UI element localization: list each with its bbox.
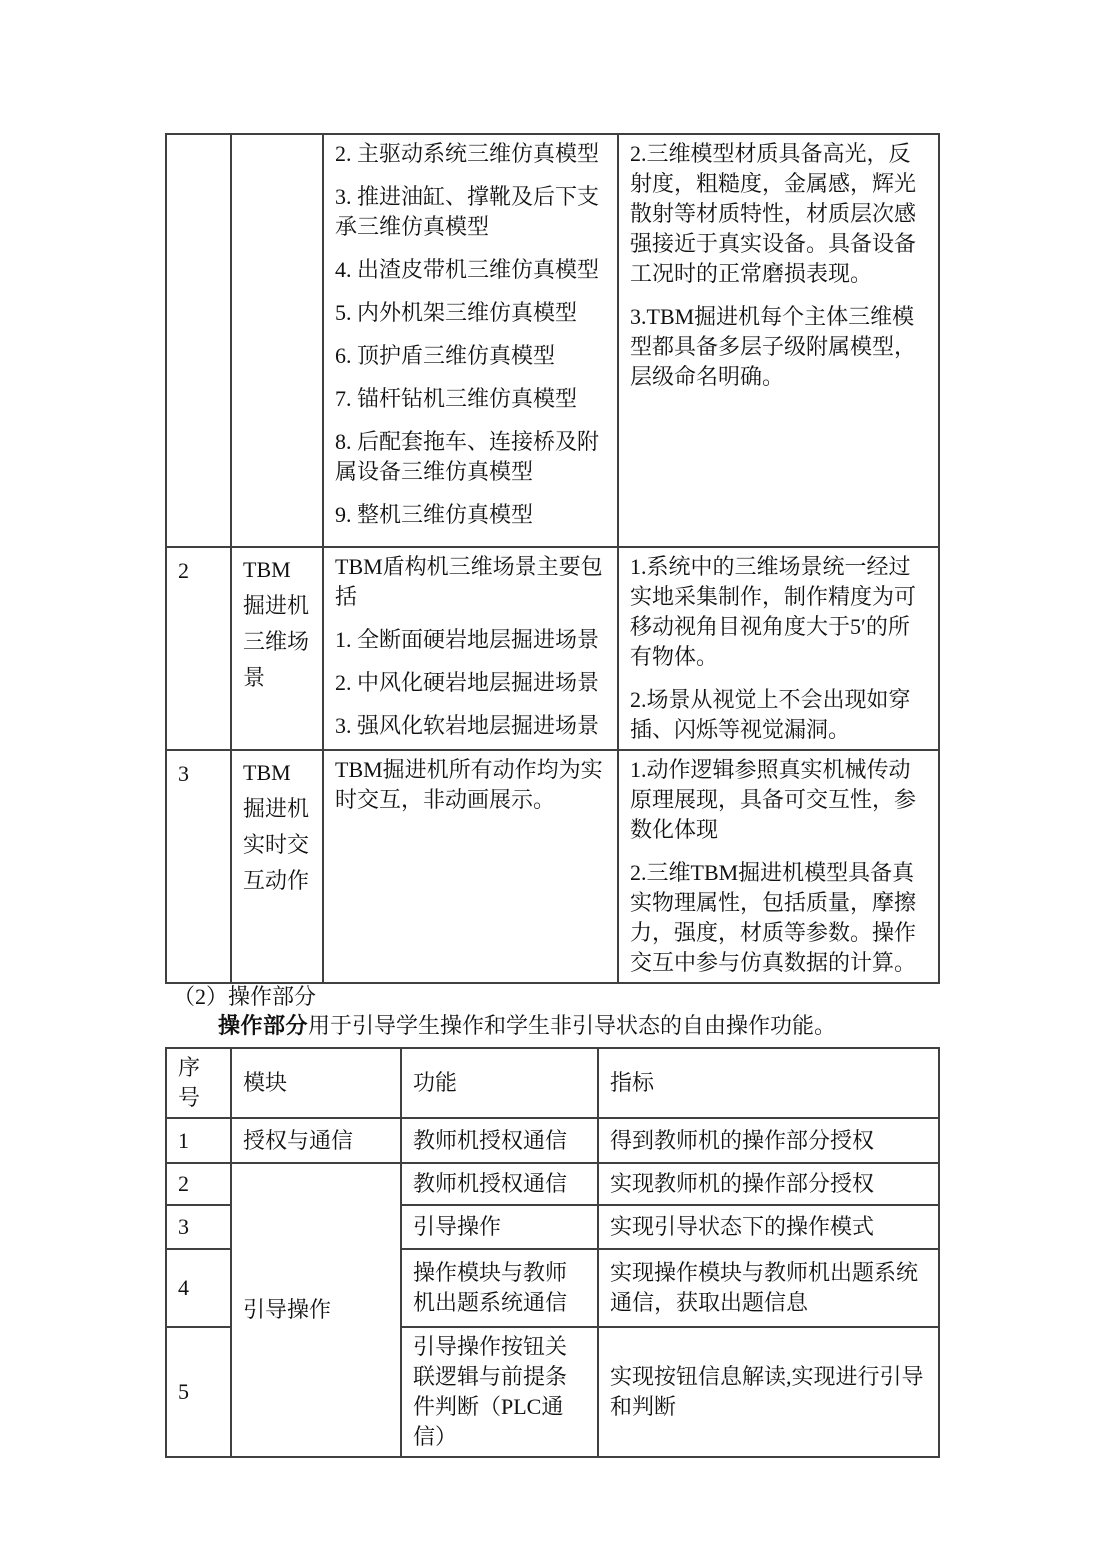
section-lead-rest: 用于引导学生操作和学生非引导状态的自由操作功能。 [308, 1013, 837, 1038]
header-function: 功能 [401, 1048, 598, 1118]
indicator-item: 2.三维模型材质具备高光，反射度，粗糙度，金属感，辉光散射等材质特性，材质层次感强接近于真实设备。具备设备工况时的正常磨损表现。 [630, 141, 917, 286]
header-indicator: 指标 [598, 1048, 939, 1118]
specs-table-operation [165, 1047, 940, 1458]
section-lead [218, 1011, 836, 1041]
header-seq: 序号 [166, 1048, 231, 1118]
cell-function: 教师机授权通信 [401, 1118, 598, 1163]
module-text: TBM掘进机三维场景 [243, 557, 310, 690]
cell-seq: 3 [166, 1205, 231, 1249]
function-item: 3. 强风化软岩地层掘进场景 [335, 713, 600, 738]
cell-seq: 2 [166, 1163, 231, 1205]
cell-seq: 1 [166, 1118, 231, 1163]
table-row [166, 750, 939, 983]
cell-function: 教师机授权通信 [401, 1163, 598, 1205]
cell-module [231, 134, 323, 547]
cell-seq: 4 [166, 1249, 231, 1327]
indicator-item: 2.三维TBM掘进机模型具备真实物理属性，包括质量，摩擦力，强度，材质等参数。操作交互中参与仿真数据的计算。 [630, 860, 917, 975]
function-item: 7. 锚杆钻机三维仿真模型 [335, 386, 578, 411]
seq-text: 3 [178, 761, 189, 786]
table-row [166, 134, 939, 547]
function-item: 4. 出渣皮带机三维仿真模型 [335, 257, 600, 282]
cell-indicator [618, 750, 939, 983]
cell-indicator: 实现引导状态下的操作模式 [598, 1205, 939, 1249]
cell-function [323, 134, 618, 547]
cell-indicator: 实现操作模块与教师机出题系统通信，获取出题信息 [598, 1249, 939, 1327]
cell-indicator: 得到教师机的操作部分授权 [598, 1118, 939, 1163]
cell-function: 引导操作按钮关联逻辑与前提条件判断（PLC通信） [401, 1327, 598, 1457]
indicator-item: 1.动作逻辑参照真实机械传动原理展现，具备可交互性，参数化体现 [630, 757, 917, 842]
cell-module [231, 750, 323, 983]
cell-function [323, 547, 618, 750]
section-lead-bold: 操作部分 [218, 1013, 309, 1038]
table-row [166, 1163, 939, 1205]
function-item: TBM盾构机三维场景主要包括 [335, 554, 603, 609]
function-item: 1. 全断面硬岩地层掘进场景 [335, 627, 600, 652]
cell-function [323, 750, 618, 983]
function-item: 3. 推进油缸、撑靴及后下支承三维仿真模型 [335, 184, 600, 239]
cell-indicator [618, 134, 939, 547]
function-item: 6. 顶护盾三维仿真模型 [335, 343, 556, 368]
function-item: 5. 内外机架三维仿真模型 [335, 300, 578, 325]
function-item: TBM掘进机所有动作均为实时交互，非动画展示。 [335, 757, 603, 812]
cell-indicator: 实现教师机的操作部分授权 [598, 1163, 939, 1205]
cell-seq: 5 [166, 1327, 231, 1457]
seq-text: 2 [178, 558, 189, 583]
cell-module: 授权与通信 [231, 1118, 401, 1163]
indicator-item: 2.场景从视觉上不会出现如穿插、闪烁等视觉漏洞。 [630, 687, 911, 742]
cell-indicator [618, 547, 939, 750]
header-module: 模块 [231, 1048, 401, 1118]
module-text: TBM掘进机实时交互动作 [243, 760, 310, 893]
function-item: 2. 主驱动系统三维仿真模型 [335, 141, 600, 166]
function-item: 2. 中风化硬岩地层掘进场景 [335, 670, 600, 695]
cell-function: 操作模块与教师机出题系统通信 [401, 1249, 598, 1327]
cell-seq [166, 134, 231, 547]
table-header-row [166, 1048, 939, 1118]
table-row [166, 1118, 939, 1163]
cell-module-merged: 引导操作 [231, 1163, 401, 1457]
specs-table-3d-model [165, 133, 940, 984]
indicator-item: 1.系统中的三维场景统一经过实地采集制作，制作精度为可移动视角目视角度大于5′的所有物体。 [630, 554, 917, 669]
indicator-item: 3.TBM掘进机每个主体三维模型都具备多层子级附属模型，层级命名明确。 [630, 304, 917, 389]
cell-seq [166, 750, 231, 983]
cell-function: 引导操作 [401, 1205, 598, 1249]
cell-module [231, 547, 323, 750]
cell-indicator: 实现按钮信息解读,实现进行引导和判断 [598, 1327, 939, 1457]
function-item: 9. 整机三维仿真模型 [335, 502, 534, 527]
section-heading: （2）操作部分 [173, 984, 317, 1009]
cell-seq [166, 547, 231, 750]
function-item: 8. 后配套拖车、连接桥及附属设备三维仿真模型 [335, 429, 600, 484]
table-row [166, 547, 939, 750]
